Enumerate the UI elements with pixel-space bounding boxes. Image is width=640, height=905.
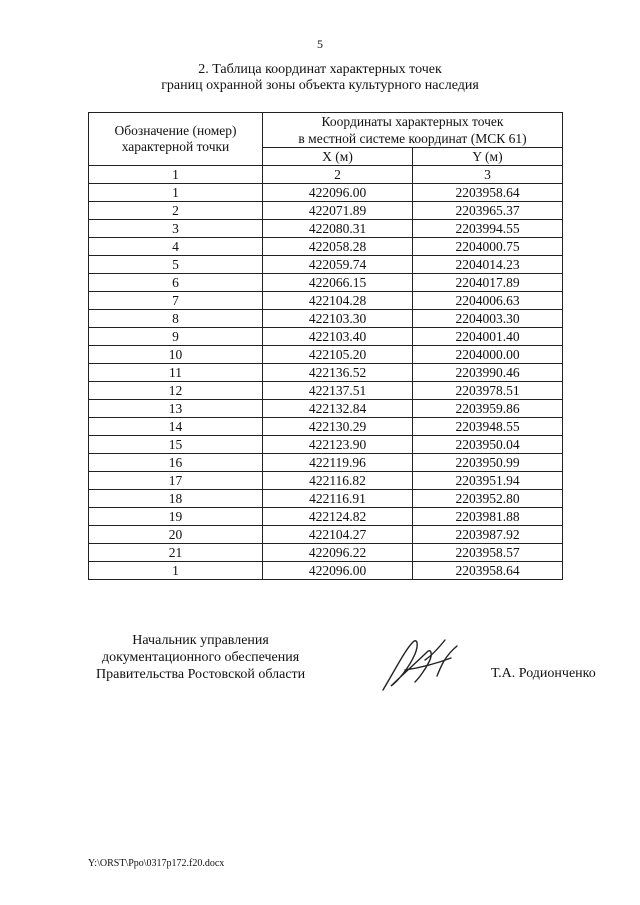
point-number-cell: 4 (89, 238, 263, 256)
table-row (89, 526, 563, 544)
y-coordinate-cell: 2203952.80 (413, 490, 563, 508)
point-number-cell: 8 (89, 310, 263, 328)
table-row (89, 346, 563, 364)
y-coordinate-cell: 2203958.64 (413, 562, 563, 580)
x-coordinate-cell: 422116.82 (263, 472, 413, 490)
table-row (89, 238, 563, 256)
x-coordinate-cell: 422104.27 (263, 526, 413, 544)
header-y: Y (м) (413, 148, 563, 166)
y-coordinate-cell: 2203950.99 (413, 454, 563, 472)
x-coordinate-cell: 422105.20 (263, 346, 413, 364)
column-number-1: 1 (89, 166, 263, 184)
point-number-cell: 15 (89, 436, 263, 454)
table-row (89, 454, 563, 472)
table-row (89, 274, 563, 292)
table-row (89, 544, 563, 562)
table-row (89, 256, 563, 274)
point-number-cell: 10 (89, 346, 263, 364)
point-number-cell: 18 (89, 490, 263, 508)
y-coordinate-cell: 2203958.64 (413, 184, 563, 202)
y-coordinate-cell: 2203958.57 (413, 544, 563, 562)
x-coordinate-cell: 422132.84 (263, 400, 413, 418)
x-coordinate-cell: 422096.22 (263, 544, 413, 562)
table-row (89, 562, 563, 580)
x-coordinate-cell: 422136.52 (263, 364, 413, 382)
y-coordinate-cell: 2203950.04 (413, 436, 563, 454)
table-row (89, 472, 563, 490)
x-coordinate-cell: 422080.31 (263, 220, 413, 238)
page-number: 5 (317, 37, 323, 51)
signature-line-1: Начальник управления (132, 633, 269, 648)
table-row (89, 310, 563, 328)
x-coordinate-cell: 422124.82 (263, 508, 413, 526)
y-coordinate-cell: 2204003.30 (413, 310, 563, 328)
x-coordinate-cell: 422066.15 (263, 274, 413, 292)
column-number-3: 3 (413, 166, 563, 184)
point-number-cell: 17 (89, 472, 263, 490)
header-point-designation: Обозначение (номер) характерной точки (89, 113, 263, 166)
point-number-cell: 21 (89, 544, 263, 562)
y-coordinate-cell: 2204001.40 (413, 328, 563, 346)
x-coordinate-cell: 422059.74 (263, 256, 413, 274)
table-title (0, 62, 640, 94)
table-row (89, 400, 563, 418)
x-coordinate-cell: 422103.30 (263, 310, 413, 328)
y-coordinate-cell: 2204006.63 (413, 292, 563, 310)
handwritten-signature (375, 630, 465, 705)
y-coordinate-cell: 2203948.55 (413, 418, 563, 436)
point-number-cell: 7 (89, 292, 263, 310)
point-number-cell: 6 (89, 274, 263, 292)
title-line-2: границ охранной зоны объекта культурного наследия (161, 78, 479, 93)
y-coordinate-cell: 2204000.75 (413, 238, 563, 256)
table-row (89, 220, 563, 238)
x-coordinate-cell: 422137.51 (263, 382, 413, 400)
y-coordinate-cell: 2203951.94 (413, 472, 563, 490)
y-coordinate-cell: 2203978.51 (413, 382, 563, 400)
x-coordinate-cell: 422058.28 (263, 238, 413, 256)
x-coordinate-cell: 422104.28 (263, 292, 413, 310)
table-row (89, 202, 563, 220)
y-coordinate-cell: 2203987.92 (413, 526, 563, 544)
point-number-cell: 2 (89, 202, 263, 220)
signature-line-2: документационного обеспечения (101, 650, 300, 665)
signature-block (96, 632, 305, 683)
x-coordinate-cell: 422119.96 (263, 454, 413, 472)
y-coordinate-cell: 2204014.23 (413, 256, 563, 274)
table-row (89, 418, 563, 436)
x-coordinate-cell: 422130.29 (263, 418, 413, 436)
x-coordinate-cell: 422096.00 (263, 562, 413, 580)
x-coordinate-cell: 422071.89 (263, 202, 413, 220)
point-number-cell: 11 (89, 364, 263, 382)
point-number-cell: 12 (89, 382, 263, 400)
column-number-2: 2 (263, 166, 413, 184)
y-coordinate-cell: 2203994.55 (413, 220, 563, 238)
title-line-1: 2. Таблица координат характерных точек (198, 62, 442, 77)
point-number-cell: 14 (89, 418, 263, 436)
y-coordinate-cell: 2204000.00 (413, 346, 563, 364)
table-row (89, 292, 563, 310)
point-number-cell: 3 (89, 220, 263, 238)
point-number-cell: 5 (89, 256, 263, 274)
y-coordinate-cell: 2203959.86 (413, 400, 563, 418)
y-coordinate-cell: 2203990.46 (413, 364, 563, 382)
header-coords-line-1: Координаты характерных точек (263, 113, 563, 131)
x-coordinate-cell: 422123.90 (263, 436, 413, 454)
table-row (89, 184, 563, 202)
point-number-cell: 16 (89, 454, 263, 472)
point-number-cell: 1 (89, 184, 263, 202)
x-coordinate-cell: 422116.91 (263, 490, 413, 508)
table-row (89, 436, 563, 454)
point-number-cell: 19 (89, 508, 263, 526)
coordinates-table (88, 112, 563, 580)
point-number-cell: 13 (89, 400, 263, 418)
point-number-cell: 9 (89, 328, 263, 346)
y-coordinate-cell: 2204017.89 (413, 274, 563, 292)
y-coordinate-cell: 2203981.88 (413, 508, 563, 526)
y-coordinate-cell: 2203965.37 (413, 202, 563, 220)
signer-name: Т.А. Родионченко (491, 666, 596, 681)
header-coords-line-2: в местной системе координат (МСК 61) (263, 130, 563, 148)
x-coordinate-cell: 422103.40 (263, 328, 413, 346)
table-row (89, 382, 563, 400)
table-row (89, 364, 563, 382)
header-x: X (м) (263, 148, 413, 166)
table-row (89, 328, 563, 346)
table-body (89, 184, 563, 580)
table-row (89, 490, 563, 508)
signature-line-3: Правительства Ростовской области (96, 667, 306, 682)
file-path: Y:\ORST\Ppo\0317p172.f20.docx (88, 858, 225, 869)
x-coordinate-cell: 422096.00 (263, 184, 413, 202)
point-number-cell: 1 (89, 562, 263, 580)
point-number-cell: 20 (89, 526, 263, 544)
table-row (89, 508, 563, 526)
